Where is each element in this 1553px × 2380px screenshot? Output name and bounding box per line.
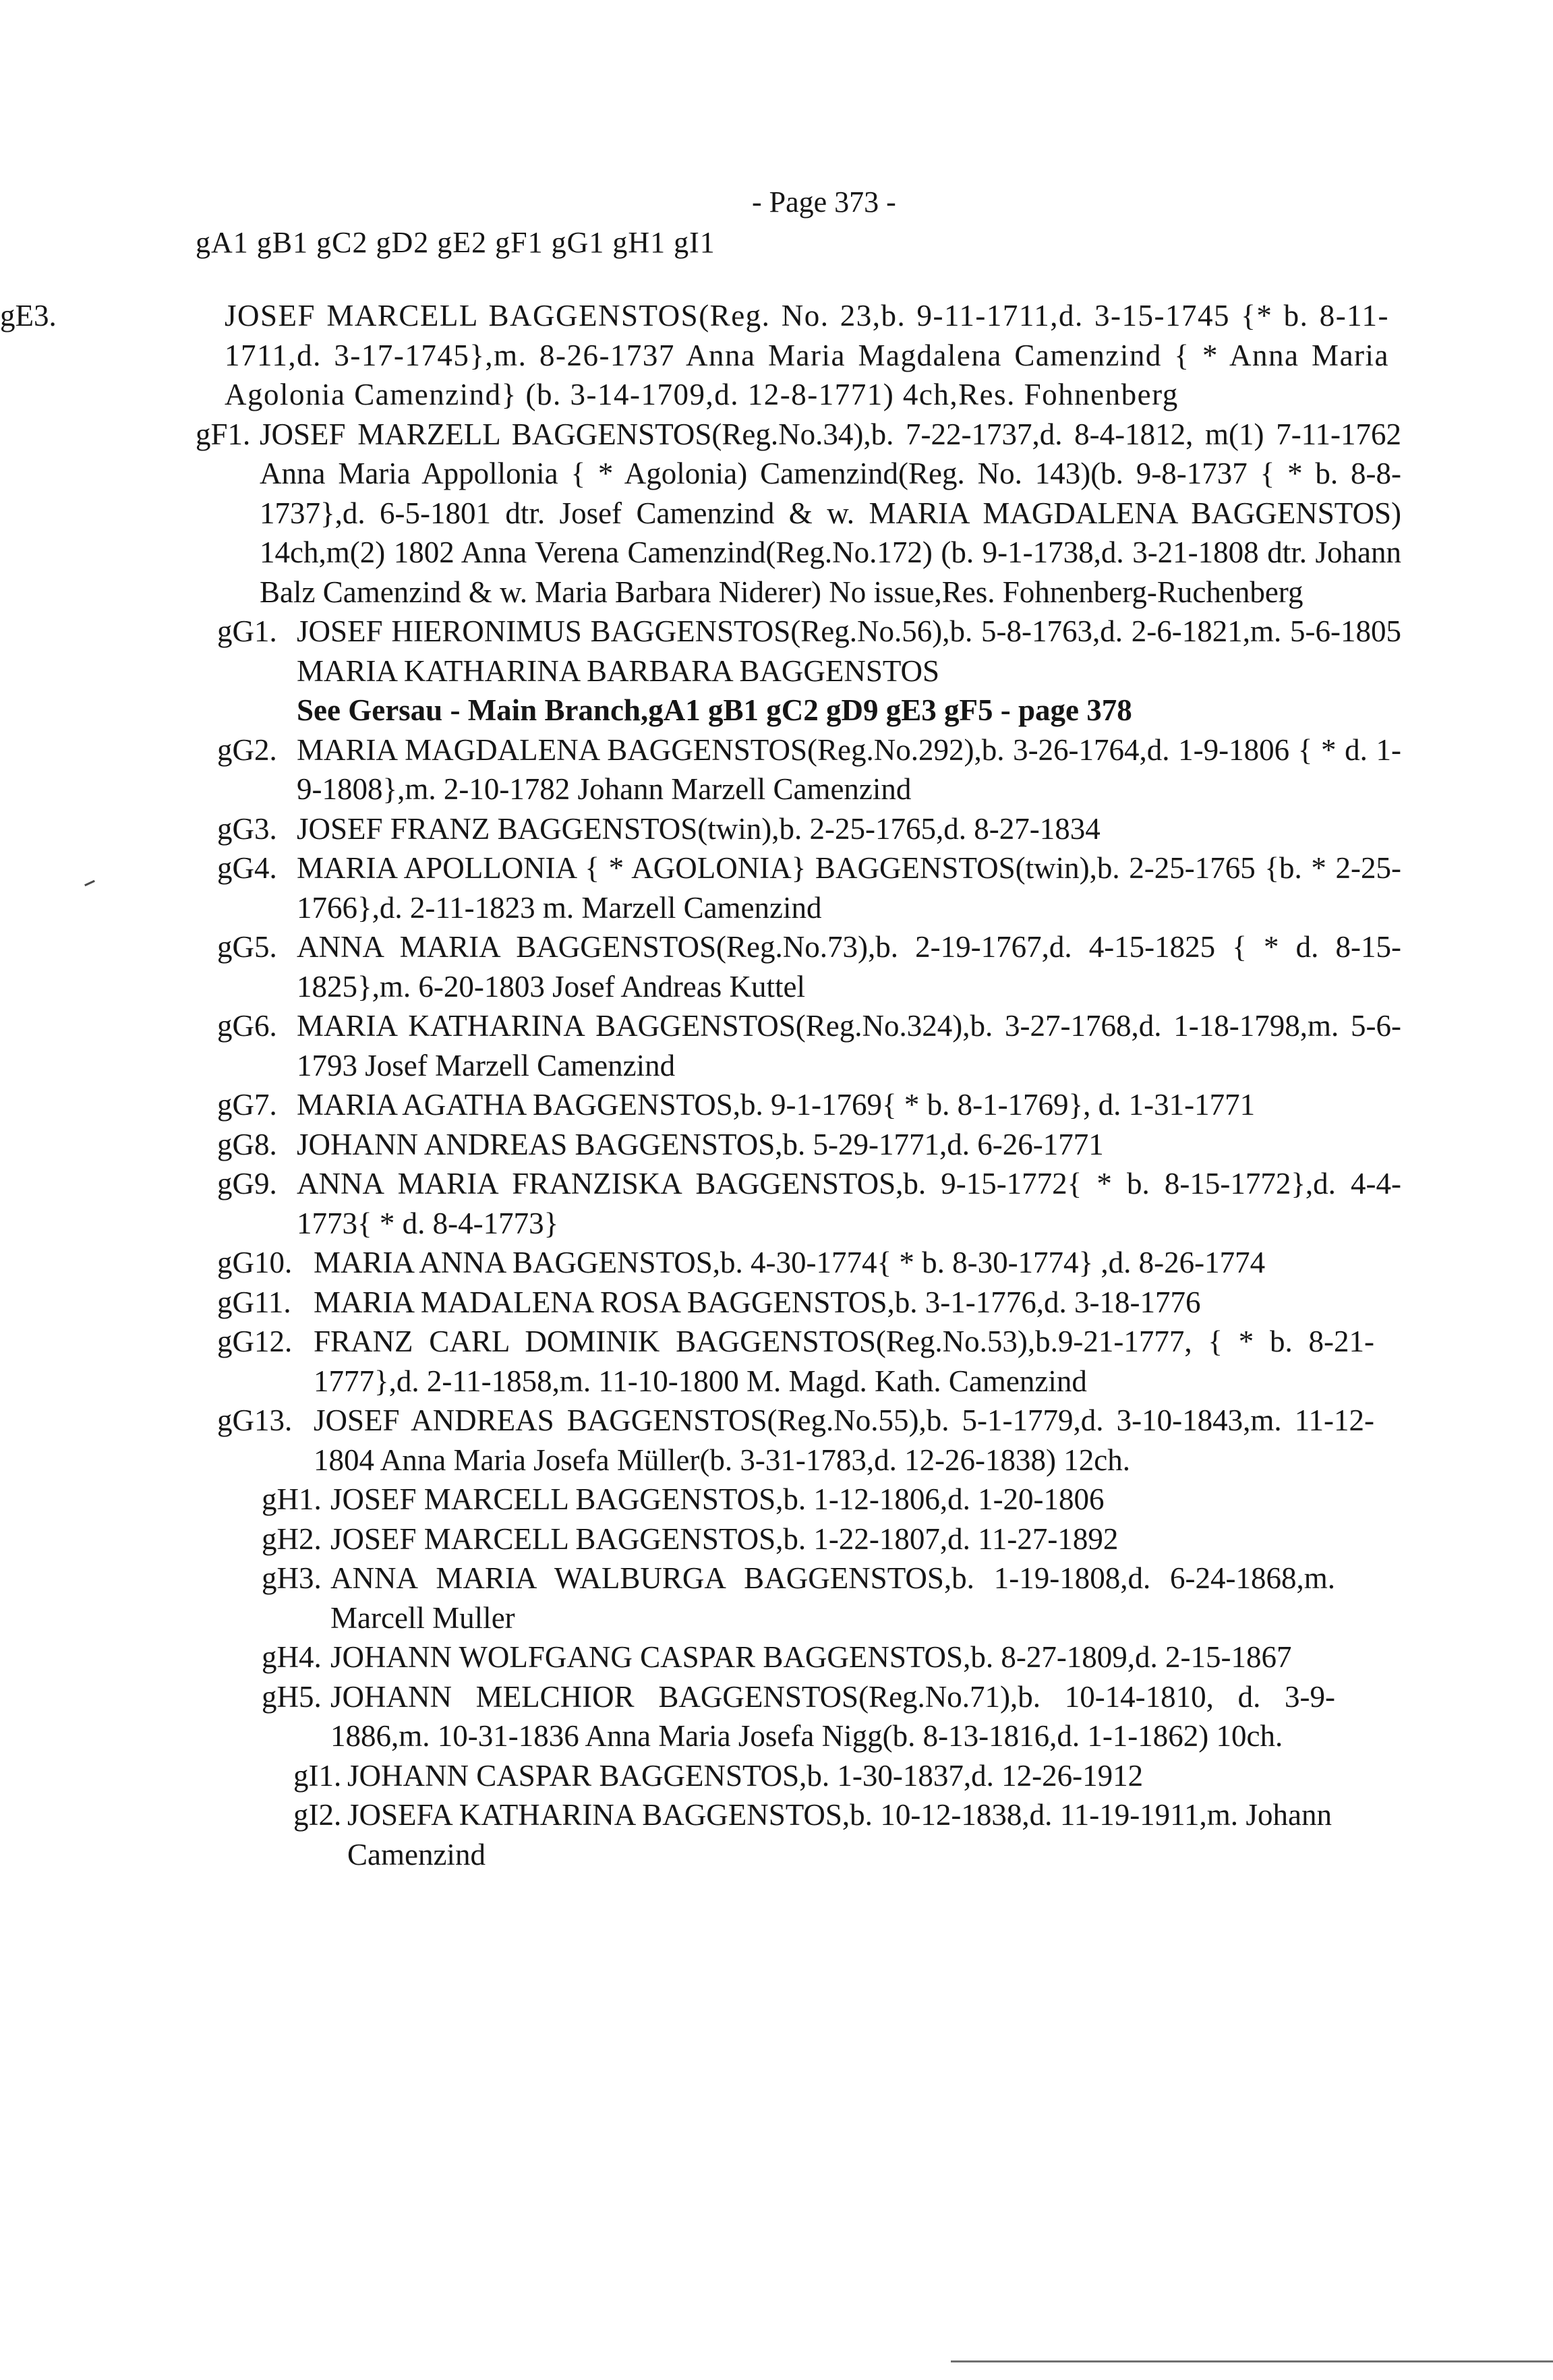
entry-code: gG11. [217,1285,291,1319]
entry-gf1 [196,415,1401,612]
entry-gh4 [262,1637,1335,1677]
entry-code: gG6. [217,1009,277,1043]
entry-text: JOSEF MARCELL BAGGENSTOS,b. 1-12-1806,d. 1-20-1806 [330,1482,1105,1516]
entry-text: JOSEF HIERONIMUS BAGGENSTOS(Reg.No.56),b. 5-8-1763,d. 2-6-1821,m. 5-6-1805 MARIA KATHARINA BARBARA BAGGENSTOS [297,614,1401,688]
entry-code: gI1. [293,1758,342,1793]
entry-text: MARIA MAGDALENA BAGGENSTOS(Reg.No.292),b. 3-26-1764,d. 1-9-1806 { * d. 1-9-1808},m. 2-10-1782 Johann Marzell Camenzind [297,732,1401,806]
entry-gi2 [293,1795,1332,1874]
entry-text: JOHANN ANDREAS BAGGENSTOS,b. 5-29-1771,d. 6-26-1771 [297,1127,1104,1161]
entry-text: JOHANN WOLFGANG CASPAR BAGGENSTOS,b. 8-27-1809,d. 2-15-1867 [330,1640,1292,1674]
entry-gi1 [293,1756,1332,1796]
entry-code: gG7. [217,1088,277,1122]
entry-text: JOSEF MARZELL BAGGENSTOS(Reg.No.34),b. 7-22-1737,d. 8-4-1812, m(1) 7-11-1762 Anna Maria Appollonia { * Agolonia) Camenzind(Reg. No. 143)(b. 9-8-1737 { * b. 8-8-1737},d. 6-5-1801 dtr. Josef Camenzind & w. MARIA MAGDALENA BAGGENSTOS) 14ch,m(2) 1802 Anna Verena Camenzind(Reg.No.172) (b. 9-1-1738,d. 3-21-1808 dtr. Johann Balz Camenzind & w. Maria Barbara Niderer) No issue,Res. Fohnenberg-Ruchenberg [260,417,1401,609]
entry-text: MARIA MADALENA ROSA BAGGENSTOS,b. 3-1-1776,d. 3-18-1776 [314,1285,1201,1319]
entry-text: FRANZ CARL DOMINIK BAGGENSTOS(Reg.No.53),b.9-21-1777, { * b. 8-21-1777},d. 2-11-1858,m. 11-10-1800 M. Magd. Kath. Camenzind [314,1325,1374,1398]
entry-text: JOSEF ANDREAS BAGGENSTOS(Reg.No.55),b. 5-1-1779,d. 3-10-1843,m. 11-12-1804 Anna Maria Josefa Müller(b. 3-31-1783,d. 12-26-1838) 12ch. [314,1403,1374,1477]
entry-text: JOHANN MELCHIOR BAGGENSTOS(Reg.No.71),b. 10-14-1810, d. 3-9-1886,m. 10-31-1836 Anna Maria Josefa Nigg(b. 8-13-1816,d. 1-1-1862) 10ch. [330,1679,1335,1753]
entry-code: gF1. [196,417,251,451]
genealogy-entries [0,296,1553,1874]
entry-code: gH3. [262,1561,322,1595]
entry-gg9 [217,1164,1401,1243]
entry-gg8 [217,1125,1401,1165]
entry-gh2 [262,1519,1335,1559]
entry-gg13 [217,1401,1374,1480]
entry-code: gG9. [217,1167,277,1200]
entry-code: gH1. [262,1482,322,1516]
entry-text: MARIA AGATHA BAGGENSTOS,b. 9-1-1769{ * b. 8-1-1769}, d. 1-31-1771 [297,1088,1256,1122]
entry-code: gG13. [217,1403,293,1437]
bottom-rule [951,2360,1553,2362]
entry-text: MARIA APOLLONIA { * AGOLONIA} BAGGENSTOS(twin),b. 2-25-1765 {b. * 2-25-1766},d. 2-11-1823 m. Marzell Camenzind [297,851,1401,925]
entry-gg3 [217,809,1401,849]
entry-gg1 [217,612,1401,691]
entry-code: gG2. [217,732,277,767]
entry-code: gG8. [217,1127,277,1161]
entry-code: gG1. [217,614,277,648]
entry-gh1 [262,1480,1335,1519]
entry-text: JOSEF MARCELL BAGGENSTOS(Reg. No. 23,b. 9-11-1711,d. 3-15-1745 {* b. 8-11-1711,d. 3-17-1745},m. 8-26-1737 Anna Maria Magdalena Camenzind { * Anna Maria Agolonia Camenzind} (b. 3-14-1709,d. 12-8-1771) 4ch,Res. Fohnenberg [225,299,1389,411]
entry-code: gG3. [217,811,277,846]
entry-ge3 [0,296,1389,415]
entry-code: gH5. [262,1679,322,1714]
entry-gg5 [217,927,1401,1006]
page-number: - Page 373 - [752,185,896,219]
entry-text: JOSEF FRANZ BAGGENSTOS(twin),b. 2-25-1765,d. 8-27-1834 [297,811,1101,846]
entry-gh5 [262,1677,1335,1756]
entry-gg7 [217,1085,1401,1125]
entry-gg4 [217,848,1401,927]
entry-gg10 [217,1243,1374,1283]
entry-text: MARIA KATHARINA BAGGENSTOS(Reg.No.324),b. 3-27-1768,d. 1-18-1798,m. 5-6-1793 Josef Marzell Camenzind [297,1009,1401,1082]
entry-code: gG10. [217,1246,293,1279]
entry-text: ANNA MARIA BAGGENSTOS(Reg.No.73),b. 2-19-1767,d. 4-15-1825 { * d. 8-15-1825},m. 6-20-1803 Josef Andreas Kuttel [297,930,1401,1004]
entry-code: gE3. [0,299,57,332]
entry-code: gG4. [217,851,277,885]
entry-code: gI2. [293,1798,342,1832]
entry-gg1-see-also [297,691,1401,730]
entry-text: JOHANN CASPAR BAGGENSTOS,b. 1-30-1837,d. 12-26-1912 [347,1758,1144,1793]
cross-reference: See Gersau - Main Branch,gA1 gB1 gC2 gD9 gE3 gF5 - page 378 [297,693,1132,727]
entry-code: gH4. [262,1640,322,1674]
entry-text: ANNA MARIA FRANZISKA BAGGENSTOS,b. 9-15-1772{ * b. 8-15-1772},d. 4-4-1773{ * d. 8-4-1773} [297,1167,1401,1240]
entry-code: gG5. [217,930,277,964]
entry-code: gG12. [217,1325,293,1358]
entry-text: JOSEFA KATHARINA BAGGENSTOS,b. 10-12-1838,d. 11-19-1911,m. Johann Camenzind [347,1798,1332,1871]
entry-gh3 [262,1559,1335,1637]
entry-gg12 [217,1322,1374,1401]
lineage-header: gA1 gB1 gC2 gD2 gE2 gF1 gG1 gH1 gI1 [196,226,715,259]
entry-text: ANNA MARIA WALBURGA BAGGENSTOS,b. 1-19-1808,d. 6-24-1868,m. Marcell Muller [330,1561,1335,1635]
entry-gg2 [217,730,1401,809]
entry-gg6 [217,1006,1401,1085]
entry-code: gH2. [262,1521,322,1556]
entry-text: JOSEF MARCELL BAGGENSTOS,b. 1-22-1807,d. 11-27-1892 [330,1521,1119,1556]
entry-gg11 [217,1283,1374,1323]
entry-text: MARIA ANNA BAGGENSTOS,b. 4-30-1774{ * b. 8-30-1774} ,d. 8-26-1774 [314,1246,1266,1279]
